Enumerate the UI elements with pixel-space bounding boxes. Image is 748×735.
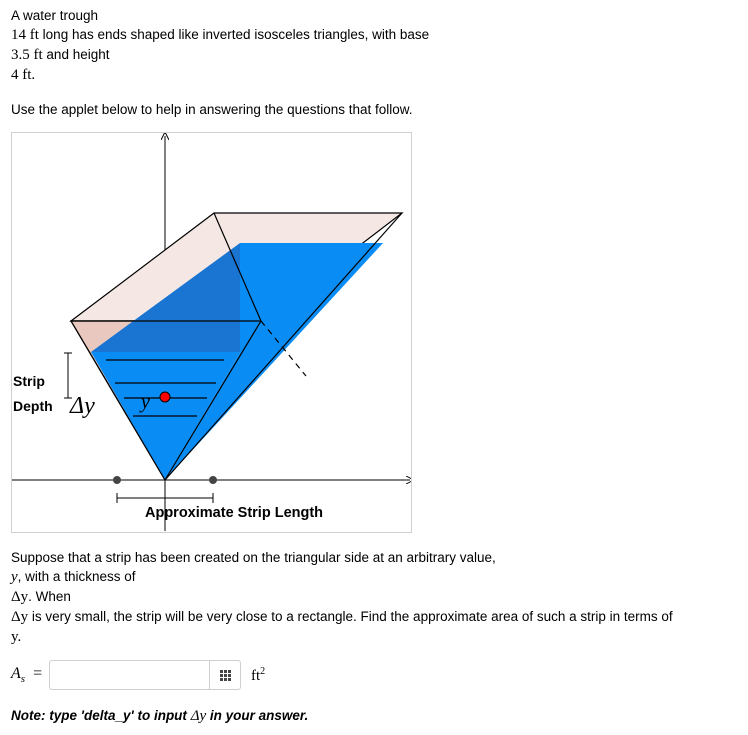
problem-line-2: [11, 26, 429, 44]
note-prefix: Note: type 'delta_y' to input: [11, 708, 191, 723]
unit-base: ft: [251, 667, 261, 684]
note: [11, 707, 308, 725]
keypad-icon: [220, 670, 231, 681]
strip-length-left-point[interactable]: [113, 476, 121, 484]
base-value: 3.5 ft: [11, 47, 43, 63]
applet-canvas[interactable]: [12, 133, 411, 532]
note-math: Δy: [190, 708, 207, 724]
question-line-2-text: , with a thickness of: [17, 569, 136, 584]
question-line-2: [11, 568, 135, 586]
delta-y-label: Δy: [70, 393, 95, 419]
problem-line-3-text: and height: [42, 47, 110, 62]
y-drag-point[interactable]: [160, 392, 170, 402]
question-delta-y-2: Δy: [11, 609, 29, 625]
answer-label: [11, 665, 49, 685]
instruction: Use the applet below to help in answering the questions that follow.: [11, 102, 413, 117]
answer-input[interactable]: [49, 660, 209, 690]
question-delta-y-1: Δy: [11, 589, 29, 605]
question-y-end: y.: [11, 629, 22, 645]
y-value-label: y: [141, 391, 150, 413]
answer-label-sub: s: [20, 673, 26, 686]
math-keyboard-button[interactable]: [209, 660, 241, 690]
problem-line-1: A water trough: [11, 8, 99, 23]
unit-exponent: 2: [260, 665, 266, 677]
note-suffix: in your answer.: [206, 708, 309, 723]
question-line-4-text: is very small, the strip will be very close to a rectangle. Find the approximate area of such a strip in terms of: [28, 609, 673, 624]
problem-line-2-text: long has ends shaped like inverted isosceles triangles, with base: [38, 27, 430, 42]
answer-row: [11, 658, 265, 692]
strip-length-right-point[interactable]: [209, 476, 217, 484]
trough-applet[interactable]: [11, 132, 412, 533]
answer-label-main: A: [11, 664, 21, 682]
question-line-4: [11, 608, 673, 626]
answer-equals: =: [33, 664, 43, 682]
problem-line-3: [11, 46, 109, 64]
length-value: 14 ft: [11, 27, 39, 43]
question-line-1: Suppose that a strip has been created on the triangular side at an arbitrary value,: [11, 550, 496, 565]
strip-label-2: Depth: [13, 398, 53, 414]
question-y-var: y: [11, 569, 18, 585]
strip-length-label: Approximate Strip Length: [145, 505, 324, 521]
answer-unit: [251, 666, 265, 685]
strip-label-1: Strip: [13, 373, 45, 389]
height-value: 4 ft.: [11, 67, 36, 83]
strip-depth-bracket: [64, 353, 72, 398]
question-line-3: [11, 588, 71, 606]
question-line-3-text: . When: [28, 589, 71, 604]
